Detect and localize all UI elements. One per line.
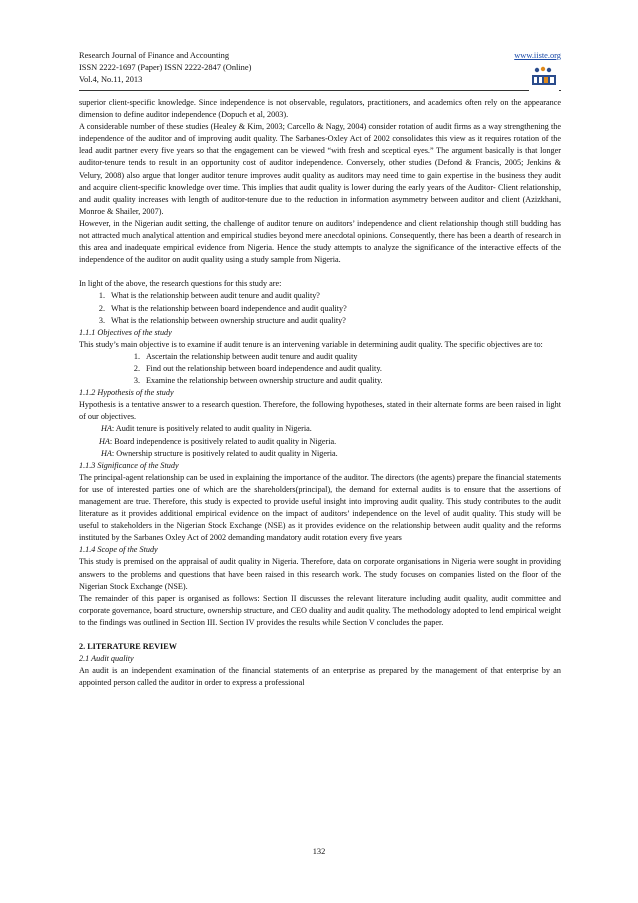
- list-item: [79, 351, 561, 363]
- paragraph: The principal-agent relationship can be used in explaining the importance of the auditor. The directors (the agents) prepare the financial statements for use of interested parties one of which are the shareholders(principal), the demand for external audits is to ensure that the assertions of management are true. Therefore, this study is expected to provide useful insight into improving audit quality. This study contributes to the audit literature as it provides additional empirical evidence on the impact of auditors’ independence on the level of audit quality. This study will be useful to stakeholders in the Nigerian Stock Exchange (NSE) as it provides evidence on the relationship between audit quality and the reforms instituted by the Sarbanes Oxley Act of 2002 demanding mandatory audit rotation every five years: [79, 472, 561, 543]
- subsection-heading: 1.1.4 Scope of the Study: [79, 545, 158, 555]
- list-item: [79, 363, 561, 375]
- hypothesis-label: HA: [101, 448, 112, 458]
- spacer: [79, 629, 561, 641]
- page-number: 132: [312, 847, 326, 856]
- paragraph: The remainder of this paper is organised as follows: Section II discusses the relevant literature including audit quality, audit committee and corporate governance, board structure, ownership structure, and CEO duality and audit quality. The methodology adopted to lend empirical weight to the findings was outlined in Section III. Section IV provides the results while Section V concludes the paper.: [79, 593, 561, 627]
- running-header: [79, 50, 561, 86]
- list-number: 2.: [98, 303, 105, 313]
- volume-line: Vol.4, No.11, 2013: [79, 75, 143, 84]
- hypothesis-item: [79, 448, 561, 460]
- hypothesis-label: HA: [101, 424, 112, 434]
- list-text: Examine the relationship between ownership structure and audit quality.: [146, 376, 383, 386]
- hypothesis-label: HA: [99, 436, 110, 446]
- subsection-heading: 1.1.2 Hypothesis of the study: [79, 388, 174, 398]
- article-body: [79, 97, 561, 689]
- paragraph: However, in the Nigerian audit setting, the challenge of auditor tenure on auditors’ independence and client relationship though still budding has not attracted much analytical attention and empirical studies beyond mere anecdotal opinions. Consequently, there has been a dearth of research in this area and inadequate empirical evidence from Nigeria. Hence the study attempts to analyze the significance of the interactive effects of the independence of the auditor on audit quality using a study sample from Nigeria.: [79, 218, 561, 265]
- list-number: 3.: [133, 376, 140, 386]
- list-number: 1.: [98, 291, 105, 301]
- paragraph: An audit is an independent examination of the financial statements of an enterprise as prepared by the management of that enterprise by an appointed person called the auditor in order to express a professional: [79, 666, 561, 688]
- list-text: Ascertain the relationship between audit tenure and audit quality: [146, 351, 358, 361]
- list-number: 2.: [133, 363, 140, 373]
- hypothesis-text: : Audit tenure is positively related to audit quality in Nigeria.: [111, 424, 312, 434]
- list-number: 1.: [133, 351, 140, 361]
- list-text: What is the relationship between ownership structure and audit quality?: [111, 315, 346, 325]
- list-item: [79, 303, 561, 315]
- list-text: What is the relationship between audit tenure and audit quality?: [111, 291, 320, 301]
- subsection-heading: 1.1.1 Objectives of the study: [79, 327, 172, 337]
- list-item: [79, 315, 561, 327]
- hypothesis-item: [79, 423, 561, 435]
- list-text: Find out the relationship between board independence and audit quality.: [146, 363, 382, 373]
- journal-url-link[interactable]: www.iiste.org: [514, 51, 561, 60]
- list-text: What is the relationship between board independence and audit quality?: [111, 303, 347, 313]
- paragraph: This study is premised on the appraisal of audit quality in Nigeria. Therefore, data on corporate organisations in Nigeria were sought in providing answers to the problems and questions that have been raised in this research work. The study focuses on companies listed on the floor of the Nigerian Stock Exchange (NSE).: [79, 557, 561, 591]
- hypothesis-item: [79, 436, 561, 448]
- page: [79, 50, 561, 689]
- iiste-logo: [529, 65, 559, 91]
- section-heading: 2. LITERATURE REVIEW: [79, 642, 177, 652]
- paragraph: This study’s main objective is to examine if audit tenure is an intervening variable in determining audit quality. The specific objectives are to:: [79, 339, 543, 349]
- research-questions-lead: In light of the above, the research questions for this study are:: [79, 279, 282, 289]
- journal-name: Research Journal of Finance and Accounting: [79, 51, 230, 60]
- hypothesis-text: : Ownership structure is positively related to audit quality in Nigeria.: [111, 448, 338, 458]
- subsection-heading: 2.1 Audit quality: [79, 654, 134, 664]
- spacer: [79, 266, 561, 278]
- paragraph: superior client-specific knowledge. Since independence is not observable, regulators, practitioners, and academics often rely on the appearance dimension to define auditor independence (Dopuch et al, 2003).: [79, 98, 561, 120]
- paragraph: A considerable number of these studies (Healey & Kim, 2003; Carcello & Nagy, 2004) consider rotation of audit firms as a way strengthening the independence of the auditor and of improving audit quality. The Sarbanes-Oxley Act of 2002 consolidates this view as it requires rotation of the lead audit partner every five years so that the engagement can be viewed “with fresh and sceptical eyes.” The argument basically is that longer auditor-tenure tends to result in an opportunity cost of auditor independence. Conversely, other studies (Defond & Francis, 2005; Jenkins & Velury, 2008) also argue that longer auditor tenure improves audit quality as auditors may need time to gain expertise in the business they audit and acquire client-specific knowledge over time. This implies that audit quality is lower during the early years of the Auditor- Client relationship, and audit quality increases with length of auditor-tenure due to the reduction in information asymmetry between auditor and client (Azizkhani, Monroe & Shailer, 2007).: [79, 122, 561, 216]
- paragraph: Hypothesis is a tentative answer to a research question. Therefore, the following hypotheses, stated in their alternate forms are been raised in light of our objectives.: [79, 400, 561, 422]
- hypothesis-text: : Board independence is positively related to audit quality in Nigeria.: [109, 436, 337, 446]
- subsection-heading: 1.1.3 Significance of the Study: [79, 460, 179, 470]
- list-item: [79, 375, 561, 387]
- list-number: 3.: [98, 315, 105, 325]
- issn-line: ISSN 2222-1697 (Paper) ISSN 2222-2847 (Online): [79, 63, 252, 72]
- header-divider: [79, 90, 561, 91]
- list-item: [79, 290, 561, 302]
